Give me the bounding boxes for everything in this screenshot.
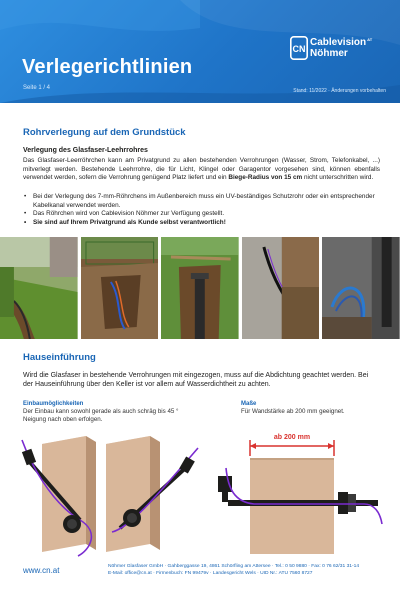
intro-paragraph: Das Glasfaser-Leerröhrchen kann am Privatgrund zu allen bestehenden Verrohrungen (Wasser, Strom, Telefonkabel, ...) mitverlegt werden. Bestehende Leehrrohre, die für Licht, Klingel oder Garagentor vorgesehen sind, können ebenfalls verwendet werden, sofern die Verrohrung genügend Platz liefert und ein Biege-Radius von 15 cm nicht unterschritten wird. [23,157,380,182]
list-item: • Sie sind auf Ihrem Privatgrund als Kunde selbst verantwortlich! [23,219,380,228]
photo-dirt-trench [81,237,159,339]
company-logo [290,36,390,66]
page-number: Seite 1 / 4 [23,85,51,91]
revision-note: Stand: 11/2022 · Änderungen vorbehalten [293,88,386,94]
page-title: Verlegerichtlinien [22,56,193,78]
logo-line-2: Nöhmer [310,48,348,59]
installation-options-title: Einbaumöglichkeiten [23,401,84,407]
wall-dimension-illustration [214,428,390,554]
list-item: • Das Röhrchen wird von Cablevision Nöhmer zur Verfügung gestellt. [23,210,380,219]
list-item: • Bei der Verlegung des 7-mm-Röhrchens im Außenbereich muss ein UV-beständiges Schutzrohr oder ein entsprechender Kabelkanal verwendet werden. [23,193,380,210]
section-heading-hauseinfuehrung: Hauseinführung [23,352,96,363]
footer-website-link[interactable]: www.cn.at [23,566,60,575]
svg-text:CN: CN [292,44,306,54]
photo-lawn-trench [0,237,78,339]
dimensions-title: Maße [241,401,257,407]
logo-mark-icon [290,36,308,60]
installation-options-text: Der Einbau kann sowohl gerade als auch schräg bis 45 ° Neigung nach oben erfolgen. [23,408,179,423]
photo-pit-with-pipes [161,237,239,339]
photo-blue-conduit [322,237,400,339]
bend-radius-emphasis: Biege-Radius von 15 cm [228,174,303,182]
dimension-label: ab 200 mm [273,434,311,441]
section-heading-rohrverlegung: Rohrverlegung auf dem Grundstück [23,127,186,138]
house-entry-paragraph: Wird die Glasfaser in bestehende Verrohrungen mit eingezogen, muss auf die Abdichtung geachtet werden. Bei der Hauseinführung über den Keller ist vor allem auf Wasserdichtheit zu achten. [23,372,369,389]
photo-wall-conduit [242,237,320,339]
photo-strip [0,237,400,339]
dimensions-text: Für Wandstärke ab 200 mm geeignet. [241,408,345,415]
footer-registration-info: E-Mail: office@cn.at · Firmenbuch: FN 99479v · Landesgericht Wels · UID Nr.: ATU 7560 8727 [108,571,313,576]
subheading-verlegung: Verlegung des Glasfaser-Leehrrohres [23,147,148,154]
wall-entry-illustration [20,432,200,557]
requirements-list [23,193,380,227]
footer-company-info: Nöhmer Glasfaser GmbH · Gahberggasse 19, 4861 Schörfling am Attersee · Tel.: 0 50 9880 · Fax: 0 76 62/31 31-14 [108,564,360,569]
logo-line-1: Cablevision$^{AT}$ [310,37,373,48]
header-banner [0,0,400,103]
